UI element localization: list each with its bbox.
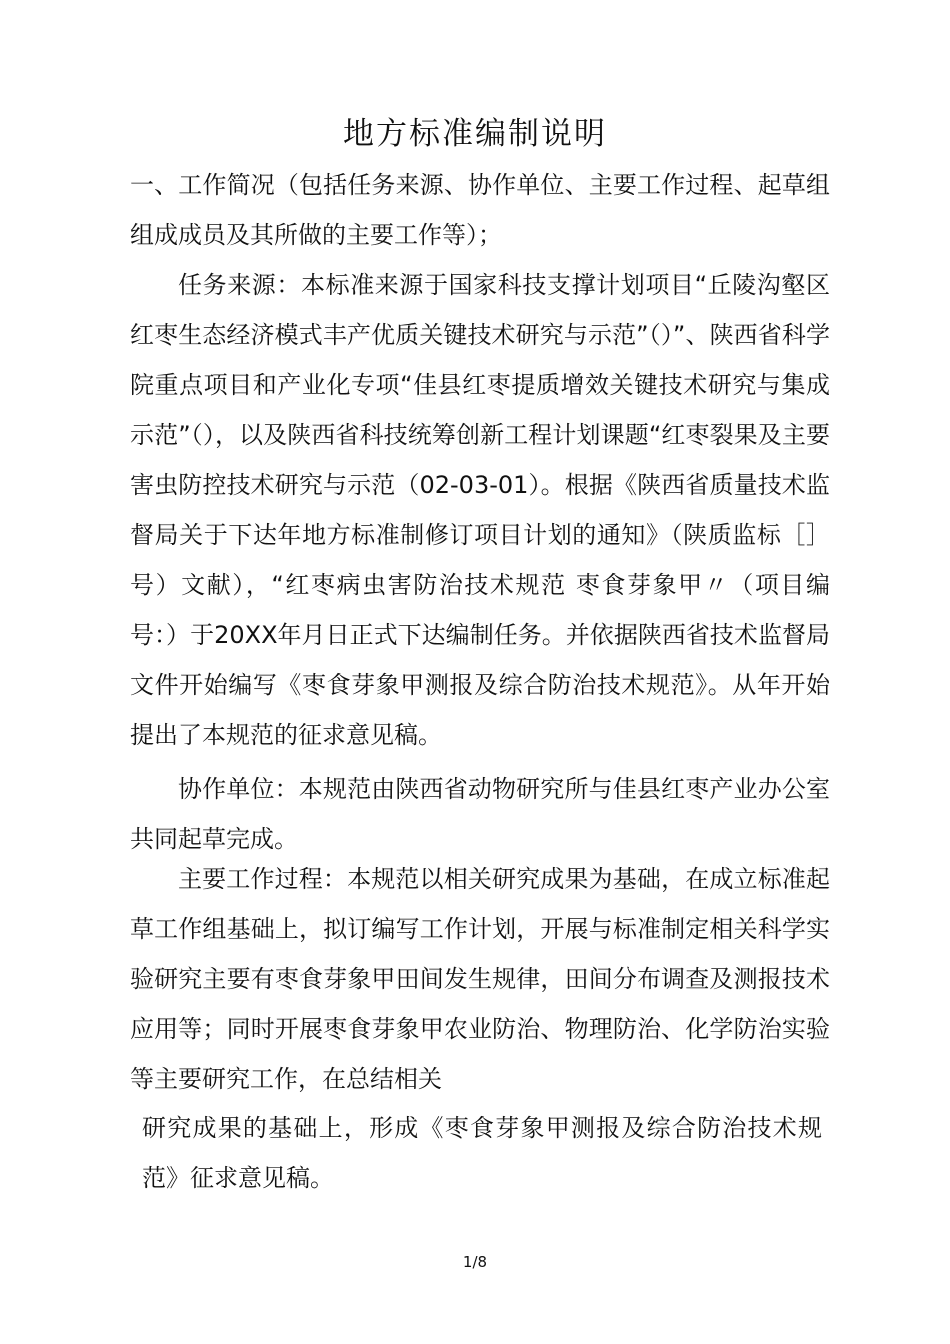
document-title: 地方标准编制说明	[343, 116, 607, 152]
paragraph-continuation: 研究成果的基础上，形成《枣食芽象甲测报及综合防治技术规范》征求意见稿。	[142, 1114, 822, 1192]
page-number: 1/8	[462, 1253, 488, 1271]
paragraph-collaborating-units: 协作单位：本规范由陕西省动物研究所与佳县红枣产业办公室共同起草完成。	[130, 775, 830, 853]
paragraph-main-work-process: 主要工作过程：本规范以相关研究成果为基础，在成立标准起草工作组基础上，拟订编写工作计划，开展与标准制定相关科学实验研究主要有枣食芽象甲田间发生规律，田间分布调查及测报技术应用等；同时开展枣食芽象甲农业防治、物理防治、化学防治实验等主要研究工作，在总结相关	[130, 865, 830, 1093]
paragraph-task-source: 任务来源：本标准来源于国家科技支撑计划项目“丘陵沟壑区红枣生态经济模式丰产优质关键技术研究与示范”（）”、陕西省科学院重点项目和产业化专项“佳县红枣提质增效关键技术研究与集成示范”（），以及陕西省科技统筹创新工程计划课题“红枣裂果及主要害虫防控技术研究与示范（02-03-01）。根据《陕西省质量技术监督局关于下达年地方标准制修订项目计划的通知》（陕质监标［］号）文献），“红枣病虫害防治技术规范 枣食芽象甲〃（项目编号：）于20XX年月日正式下达编制任务。并依据陕西省技术监督局文件开始编写《枣食芽象甲测报及综合防治技术规范》。从年开始提出了本规范的征求意见稿。	[130, 271, 830, 749]
section-heading: 一、工作简况（包括任务来源、协作单位、主要工作过程、起草组组成成员及其所做的主要工作等）；	[130, 171, 830, 249]
